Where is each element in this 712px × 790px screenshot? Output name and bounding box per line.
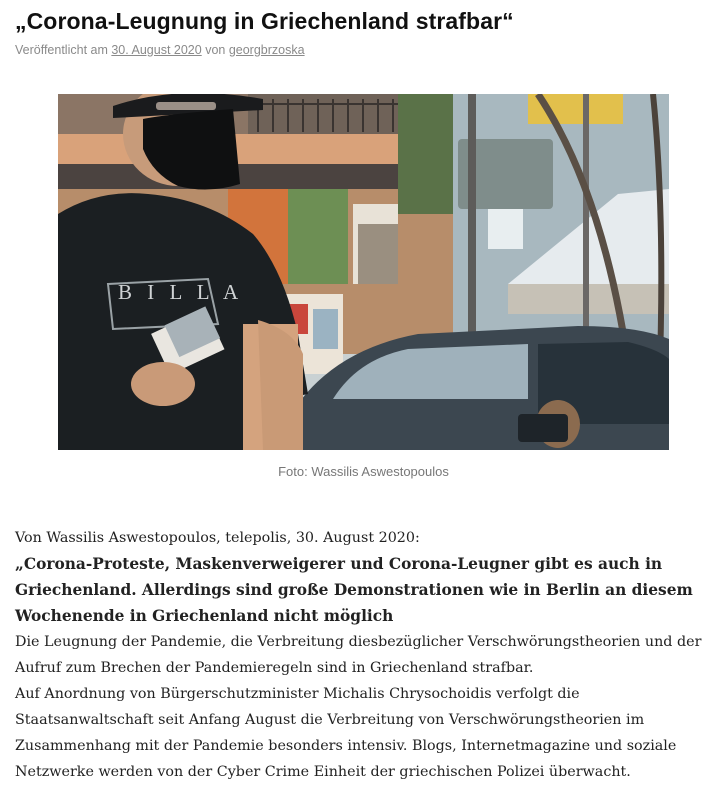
article-body	[15, 525, 705, 785]
author-link[interactable]: georgbrzoska	[228, 43, 305, 57]
meta-by: von	[201, 43, 229, 57]
article-photo	[58, 94, 669, 450]
post-title: „Corona-Leugnung in Griechenland strafbar“	[15, 8, 514, 34]
meta-prefix: Veröffentlicht am	[15, 43, 112, 57]
photo-illustration	[58, 94, 669, 450]
post-date-link[interactable]: 30. August 2020	[111, 43, 202, 57]
article-paragraph-1: Die Leugnung der Pandemie, die Verbreitung diesbezüglicher Verschwörungstheorien und der Aufruf zum Brechen der Pandemieregeln sind in Griechenland strafbar.	[15, 634, 702, 676]
article-paragraph-2: Auf Anordnung von Bürgerschutzminister Michalis Chrysochoidis verfolgt die Staatsanwaltschaft seit Anfang August die Verbreitung von Verschwörungstheorien im Zusammenhang mit der Pandemie besonders intensiv. Blogs, Internetmagazine und soziale Netzwerke werden von der Cyber Crime Einheit der griechischen Polizei überwacht.	[15, 686, 677, 780]
photo-caption: Foto: Wassilis Aswestopoulos	[278, 464, 449, 479]
article-lead: „Corona-Proteste, Maskenverweigerer und Corona-Leugner gibt es auch in Griechenland. Allerdings sind große Demonstrationen wie in Berlin an diesem Wochenende in Griechenland nicht möglich	[15, 555, 693, 625]
shirt-print: B I L L A	[118, 280, 244, 304]
article-intro: Von Wassilis Aswestopoulos, telepolis, 30. August 2020:	[15, 530, 420, 546]
post-meta	[15, 43, 305, 57]
